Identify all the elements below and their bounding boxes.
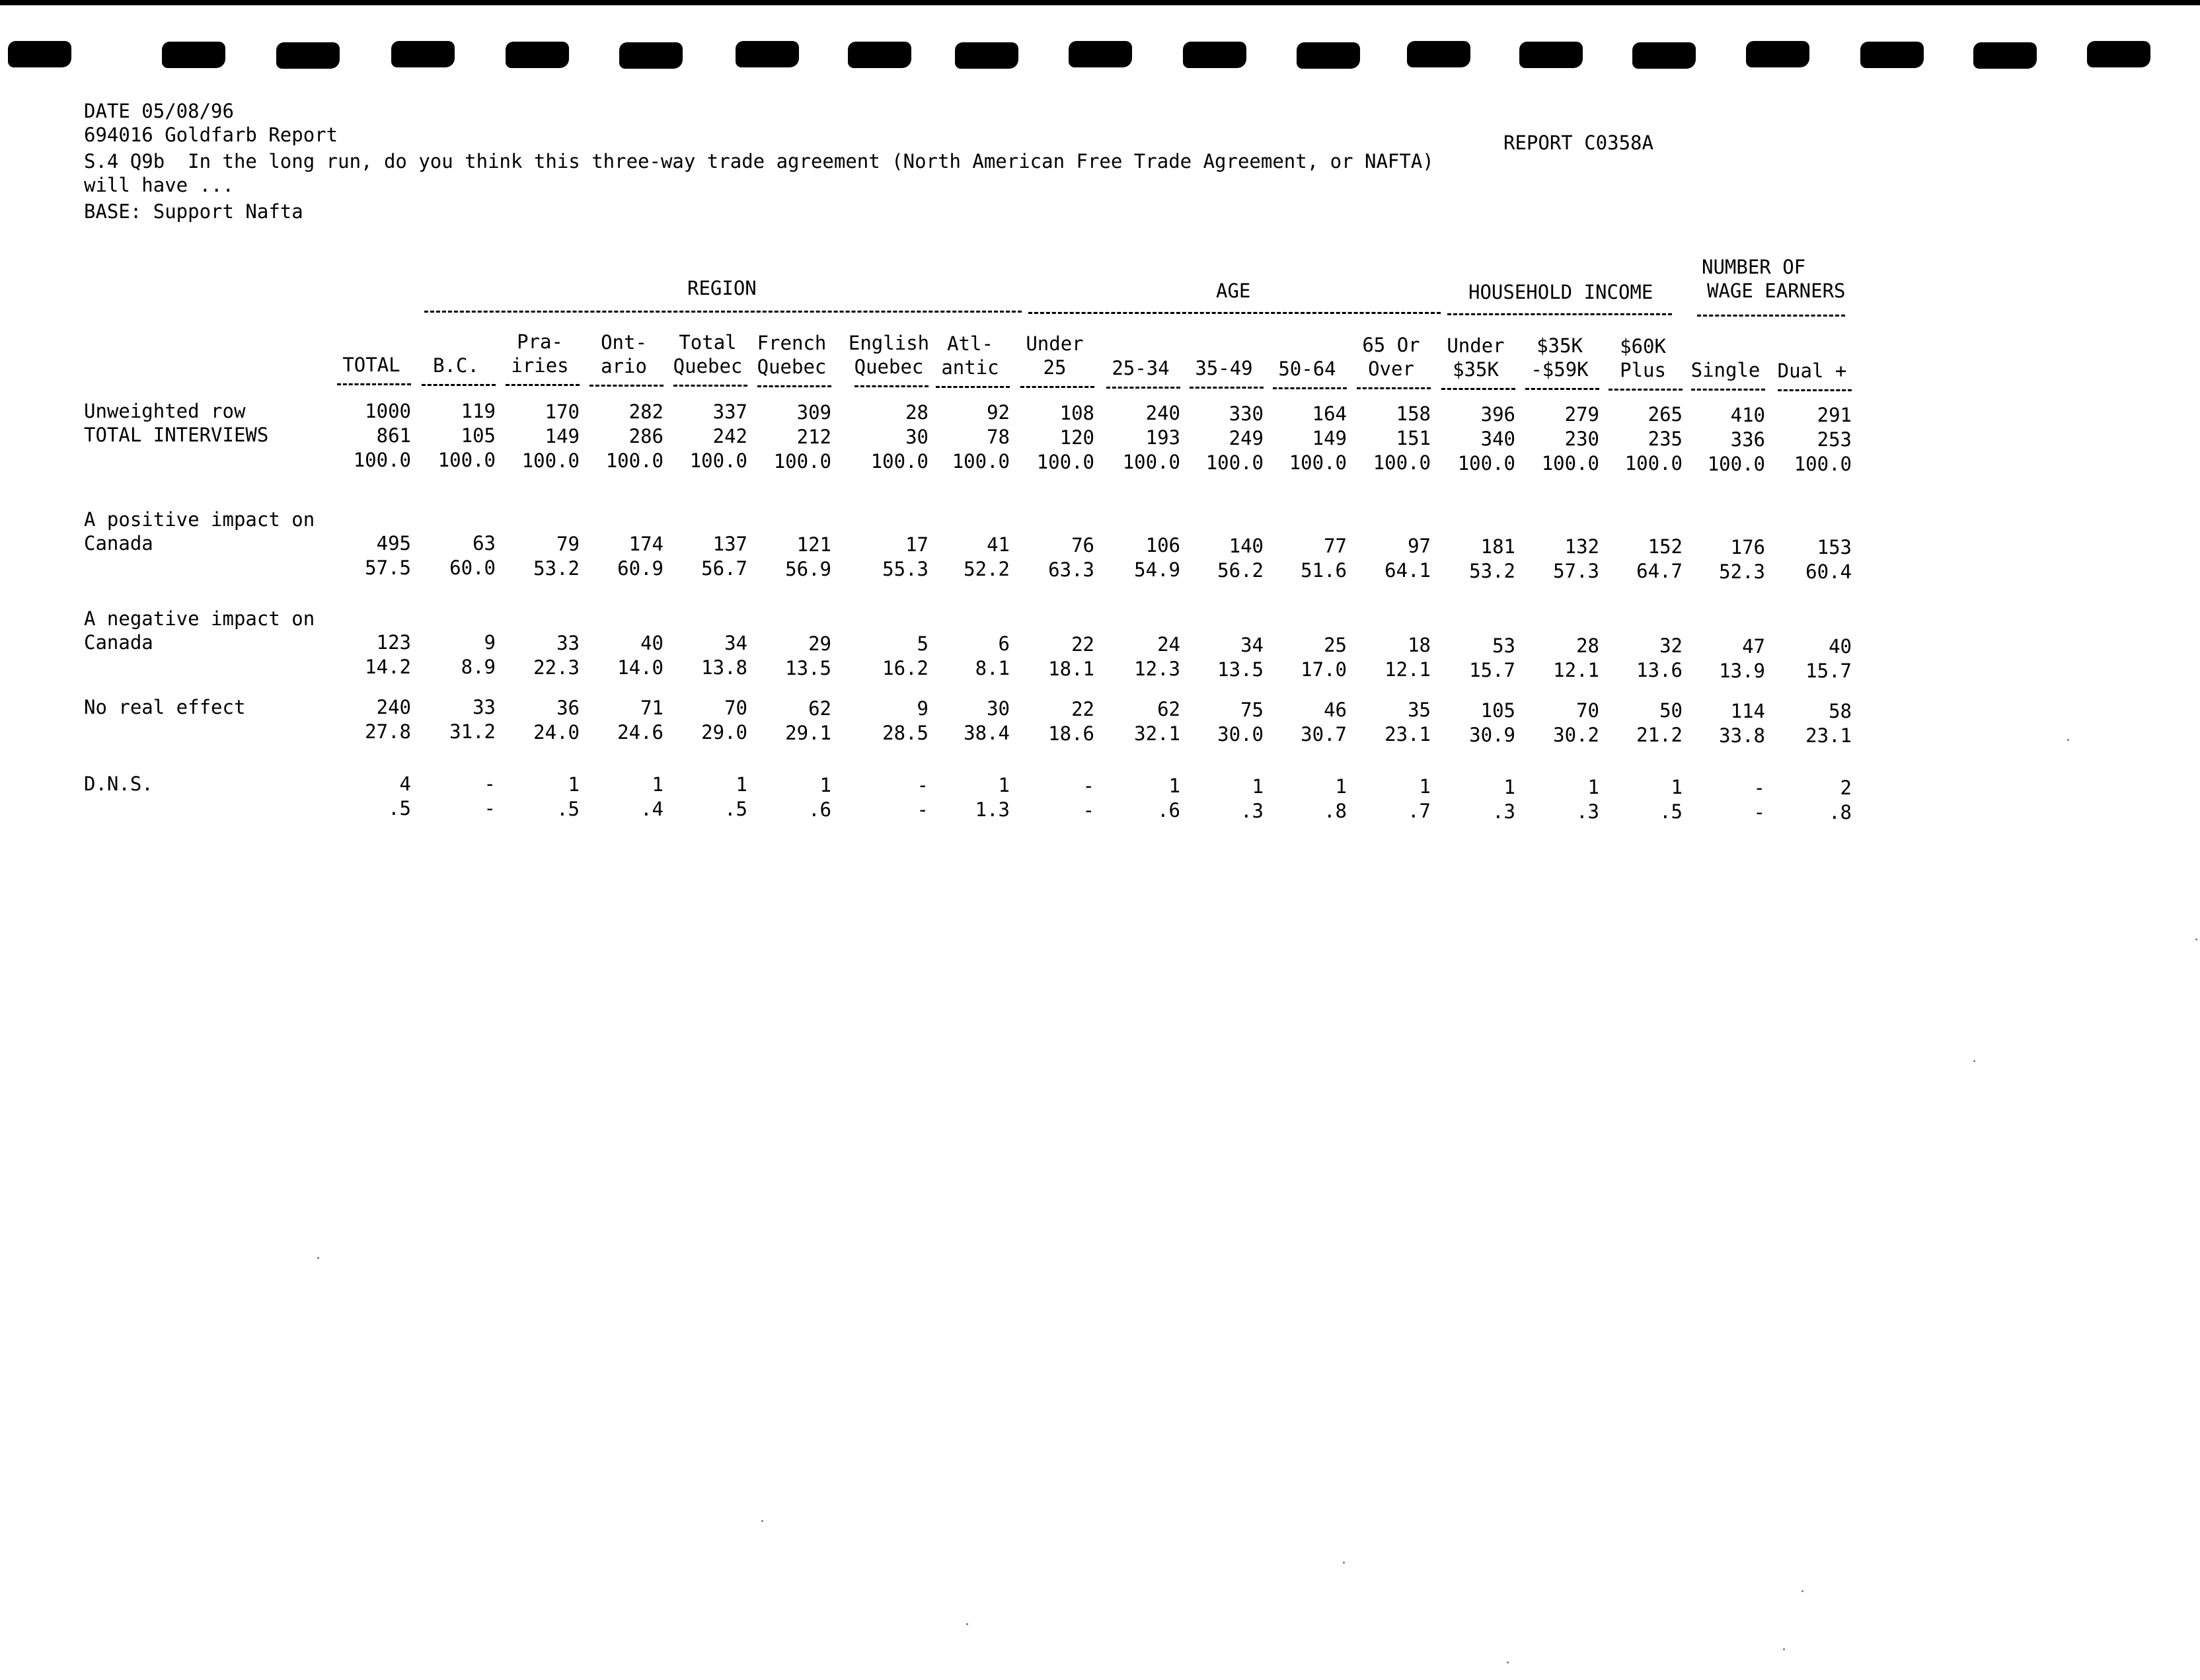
punch-hole: [736, 41, 799, 67]
cell-unweighted-total-interviews-french-quebec: 212: [796, 426, 831, 448]
cell-positive-impact-atlantic: 52.2: [964, 558, 1010, 580]
cell-negative-impact-65-or-over: 12.1: [1384, 658, 1431, 681]
cell-unweighted-total-interviews-65-or-over: 158: [1396, 402, 1431, 425]
cell-negative-impact-65-or-over: 18: [1408, 634, 1431, 656]
cell-no-real-effect-25-34: 32.1: [1134, 722, 1180, 745]
cell-unweighted-total-interviews-atlantic: 100.0: [952, 450, 1010, 473]
scan-speck: [1802, 1590, 1803, 1592]
cell-unweighted-total-interviews-dual-plus: 291: [1817, 404, 1852, 426]
cell-unweighted-total-interviews-total: 1000: [365, 400, 411, 422]
cell-positive-impact-atlantic: 41: [987, 533, 1010, 556]
punch-hole: [1746, 41, 1809, 67]
cell-no-real-effect-total: 240: [376, 696, 411, 718]
cell-dns-ontario: .4: [640, 798, 664, 820]
cell-unweighted-total-interviews-35-49: 330: [1229, 402, 1264, 425]
column-header-underline: [936, 386, 1010, 388]
cell-negative-impact-50-64: 25: [1324, 634, 1347, 656]
cell-unweighted-total-interviews-total-quebec: 242: [712, 425, 747, 447]
cell-unweighted-total-interviews-ontario: 286: [628, 425, 664, 447]
cell-no-real-effect-ontario: 24.6: [617, 721, 664, 744]
cell-positive-impact-prairies: 79: [556, 533, 580, 555]
cell-positive-impact-60k-plus: 64.7: [1636, 560, 1683, 582]
cell-unweighted-total-interviews-dual-plus: 100.0: [1794, 453, 1852, 475]
column-header-25-34: 25-34: [1112, 357, 1170, 379]
cell-no-real-effect-atlantic: 38.4: [964, 722, 1010, 744]
punch-hole: [8, 41, 71, 67]
cell-no-real-effect-65-or-over: 23.1: [1384, 723, 1431, 745]
cell-no-real-effect-english-quebec: 28.5: [882, 722, 929, 744]
column-header-french-quebec: Quebec: [757, 356, 827, 378]
cell-positive-impact-35-49: 56.2: [1217, 559, 1264, 582]
cell-no-real-effect-35-49: 30.0: [1217, 723, 1264, 745]
cell-dns-ontario: 1: [652, 773, 664, 796]
column-header-french-quebec: French: [757, 332, 827, 354]
cell-positive-impact-total-quebec: 137: [712, 533, 747, 555]
group-header-household-income: HOUSEHOLD INCOME: [1468, 281, 1653, 303]
column-header-prairies: Pra-: [517, 330, 563, 353]
cell-unweighted-total-interviews-english-quebec: 28: [905, 401, 929, 424]
cell-positive-impact-60k-plus: 152: [1648, 535, 1683, 558]
group-header-region: REGION: [687, 277, 757, 299]
cell-unweighted-total-interviews-under-35k: 100.0: [1457, 452, 1515, 475]
cell-positive-impact-under-25: 63.3: [1048, 558, 1094, 581]
cell-positive-impact-bc: 60.0: [449, 556, 496, 579]
column-header-underline: [1778, 389, 1852, 391]
cell-positive-impact-english-quebec: 17: [905, 533, 929, 556]
cell-negative-impact-35-49: 34: [1240, 634, 1264, 656]
cell-positive-impact-french-quebec: 121: [796, 533, 831, 556]
column-header-35-49: 35-49: [1195, 357, 1253, 379]
cell-negative-impact-atlantic: 6: [998, 632, 1010, 655]
cell-positive-impact-35k-59k: 57.3: [1553, 560, 1599, 582]
cell-no-real-effect-under-25: 22: [1071, 698, 1094, 720]
column-header-60k-plus: Plus: [1620, 359, 1666, 381]
cell-no-real-effect-english-quebec: 9: [917, 697, 929, 720]
punch-hole: [2087, 41, 2150, 67]
cell-unweighted-total-interviews-bc: 105: [461, 424, 496, 447]
cell-dns-total-quebec: 1: [736, 773, 747, 796]
cell-dns-french-quebec: 1: [819, 774, 831, 796]
scan-speck: [966, 1623, 968, 1625]
cell-no-real-effect-50-64: 46: [1324, 699, 1347, 721]
cell-no-real-effect-prairies: 36: [556, 697, 580, 719]
cell-no-real-effect-french-quebec: 29.1: [785, 722, 831, 744]
row-label-unweighted-total-interviews-line2: TOTAL INTERVIEWS: [84, 424, 269, 446]
cell-negative-impact-single: 13.9: [1719, 660, 1765, 682]
cell-dns-prairies: .5: [556, 798, 580, 820]
group-header-age: AGE: [1216, 280, 1251, 302]
column-header-under-25: Under: [1026, 332, 1084, 355]
column-header-underline: [337, 383, 411, 385]
cell-positive-impact-total: 495: [376, 532, 411, 554]
cell-positive-impact-50-64: 77: [1324, 535, 1347, 557]
cell-unweighted-total-interviews-total: 861: [376, 424, 411, 447]
row-label-negative-impact-line2: Canada: [84, 631, 153, 654]
cell-dns-total: .5: [388, 797, 411, 820]
cell-unweighted-total-interviews-bc: 119: [461, 400, 496, 422]
cell-negative-impact-dual-plus: 15.7: [1805, 660, 1852, 682]
scan-speck: [1507, 1661, 1509, 1663]
column-header-35k-59k: -$59K: [1531, 358, 1589, 381]
cell-unweighted-total-interviews-english-quebec: 100.0: [870, 450, 929, 473]
cell-no-real-effect-dual-plus: 58: [1829, 700, 1852, 722]
punch-hole: [1632, 42, 1696, 69]
report-date: DATE 05/08/96: [84, 100, 234, 122]
column-header-underline: [1441, 388, 1515, 390]
question-text-continued: will have ...: [84, 174, 234, 196]
cell-unweighted-total-interviews-25-34: 100.0: [1122, 451, 1180, 473]
cell-unweighted-total-interviews-prairies: 100.0: [521, 449, 580, 472]
page-top-edge: [0, 0, 2200, 5]
report-title: 694016 Goldfarb Report: [84, 124, 338, 146]
cell-no-real-effect-35-49: 75: [1240, 699, 1264, 721]
column-header-65-or-over: Over: [1368, 358, 1414, 380]
column-header-35k-59k: $35K: [1536, 334, 1583, 357]
cell-positive-impact-bc: 63: [473, 532, 496, 554]
row-label-positive-impact: A positive impact on: [84, 508, 315, 531]
cell-positive-impact-dual-plus: 153: [1817, 536, 1852, 558]
age-group-rule: [1028, 312, 1441, 314]
cell-negative-impact-atlantic: 8.1: [975, 657, 1010, 679]
cell-unweighted-total-interviews-french-quebec: 100.0: [773, 450, 831, 473]
cell-positive-impact-25-34: 54.9: [1134, 558, 1180, 581]
cell-no-real-effect-dual-plus: 23.1: [1805, 724, 1852, 747]
cell-positive-impact-35-49: 140: [1229, 535, 1264, 557]
cell-positive-impact-prairies: 53.2: [533, 557, 580, 580]
cell-no-real-effect-ontario: 71: [640, 697, 664, 719]
cell-unweighted-total-interviews-total-quebec: 337: [712, 401, 747, 423]
cell-negative-impact-35k-59k: 28: [1576, 634, 1599, 657]
cell-unweighted-total-interviews-60k-plus: 265: [1648, 403, 1683, 426]
cell-no-real-effect-under-35k: 105: [1480, 699, 1515, 722]
cell-positive-impact-french-quebec: 56.9: [785, 558, 831, 580]
cell-unweighted-total-interviews-prairies: 170: [545, 401, 580, 423]
cell-unweighted-total-interviews-65-or-over: 151: [1396, 427, 1431, 449]
cell-negative-impact-english-quebec: 16.2: [882, 657, 929, 679]
cell-dns-bc: -: [484, 773, 496, 795]
cell-no-real-effect-60k-plus: 50: [1659, 699, 1683, 722]
cell-unweighted-total-interviews-35k-59k: 279: [1564, 403, 1599, 426]
wage-group-rule: [1697, 315, 1845, 317]
column-header-underline: [673, 385, 747, 387]
cell-unweighted-total-interviews-under-25: 100.0: [1036, 451, 1094, 473]
cell-negative-impact-under-35k: 15.7: [1469, 659, 1515, 681]
cell-positive-impact-under-25: 76: [1071, 534, 1094, 556]
cell-dns-under-35k: .3: [1492, 800, 1515, 823]
column-header-underline: [506, 384, 580, 386]
cell-negative-impact-dual-plus: 40: [1829, 635, 1852, 658]
cell-no-real-effect-65-or-over: 35: [1408, 699, 1431, 721]
row-label-no-real-effect: No real effect: [84, 696, 246, 718]
cell-no-real-effect-total-quebec: 70: [724, 697, 747, 719]
cell-positive-impact-50-64: 51.6: [1301, 559, 1347, 582]
report-code: REPORT C0358A: [1503, 132, 1653, 154]
cell-unweighted-total-interviews-35k-59k: 230: [1564, 428, 1599, 450]
cell-negative-impact-english-quebec: 5: [917, 632, 929, 655]
cell-negative-impact-total: 14.2: [365, 656, 411, 678]
cell-dns-bc: -: [484, 797, 496, 820]
cell-no-real-effect-35k-59k: 30.2: [1553, 724, 1599, 746]
cell-positive-impact-35k-59k: 132: [1564, 535, 1599, 558]
cell-no-real-effect-35k-59k: 70: [1576, 699, 1599, 722]
cell-no-real-effect-50-64: 30.7: [1301, 723, 1347, 745]
cell-dns-50-64: .8: [1324, 800, 1347, 822]
cell-unweighted-total-interviews-65-or-over: 100.0: [1373, 451, 1431, 474]
cell-no-real-effect-bc: 31.2: [449, 720, 496, 743]
column-header-under-35k: Under: [1447, 334, 1505, 357]
cell-negative-impact-ontario: 40: [640, 632, 664, 654]
cell-negative-impact-60k-plus: 32: [1659, 634, 1683, 657]
cell-no-real-effect-total: 27.8: [365, 720, 411, 743]
column-header-prairies: iries: [511, 354, 569, 377]
row-label-unweighted-total-interviews: Unweighted row: [84, 400, 246, 422]
punch-hole: [955, 42, 1018, 69]
cell-dns-total-quebec: .5: [724, 798, 747, 820]
group-header-wage-earners: NUMBER OF: [1702, 256, 1806, 278]
cell-negative-impact-total-quebec: 34: [724, 632, 747, 654]
cell-negative-impact-total-quebec: 13.8: [701, 656, 747, 679]
row-label-positive-impact-line2: Canada: [84, 532, 153, 554]
cell-unweighted-total-interviews-atlantic: 78: [987, 426, 1010, 448]
cell-dns-dual-plus: .8: [1829, 801, 1852, 823]
cell-positive-impact-65-or-over: 64.1: [1384, 559, 1431, 582]
column-header-total: TOTAL: [342, 354, 400, 376]
cell-no-real-effect-single: 114: [1730, 700, 1765, 722]
cell-no-real-effect-60k-plus: 21.2: [1636, 724, 1683, 746]
punch-hole: [1069, 41, 1132, 67]
column-header-underline: [422, 384, 496, 386]
column-header-underline: [1106, 387, 1180, 389]
cell-negative-impact-single: 47: [1742, 635, 1765, 658]
column-header-atlantic: Atl-: [947, 332, 993, 355]
cell-no-real-effect-under-35k: 30.9: [1469, 724, 1515, 746]
scan-speck: [1783, 1648, 1785, 1650]
cell-negative-impact-25-34: 24: [1157, 633, 1180, 656]
cell-unweighted-total-interviews-50-64: 149: [1312, 427, 1347, 449]
cell-no-real-effect-single: 33.8: [1719, 724, 1765, 747]
cell-unweighted-total-interviews-total: 100.0: [353, 449, 411, 471]
cell-positive-impact-total-quebec: 56.7: [701, 557, 747, 580]
cell-dns-english-quebec: -: [917, 774, 929, 796]
cell-unweighted-total-interviews-under-25: 120: [1059, 426, 1094, 449]
punch-hole: [1183, 42, 1246, 68]
column-header-50-64: 50-64: [1278, 358, 1336, 380]
punch-hole: [619, 42, 683, 69]
column-header-ontario: ario: [601, 355, 647, 377]
cell-negative-impact-bc: 8.9: [461, 656, 496, 678]
cell-unweighted-total-interviews-60k-plus: 100.0: [1624, 452, 1683, 475]
cell-dns-under-35k: 1: [1503, 776, 1515, 798]
cell-unweighted-total-interviews-single: 410: [1730, 404, 1765, 426]
cell-positive-impact-total: 57.5: [365, 556, 411, 579]
column-header-total-quebec: Quebec: [673, 355, 743, 377]
cell-dns-35k-59k: 1: [1587, 776, 1599, 798]
cell-positive-impact-under-35k: 181: [1480, 535, 1515, 558]
column-header-underline: [854, 385, 929, 387]
cell-positive-impact-ontario: 60.9: [617, 557, 664, 580]
cell-dns-atlantic: 1.3: [975, 798, 1010, 821]
punch-hole: [1407, 41, 1470, 67]
cell-unweighted-total-interviews-under-35k: 396: [1480, 403, 1515, 426]
cell-unweighted-total-interviews-dual-plus: 253: [1817, 428, 1852, 451]
cell-negative-impact-35k-59k: 12.1: [1553, 659, 1599, 681]
punch-hole: [1519, 42, 1583, 68]
cell-positive-impact-dual-plus: 60.4: [1805, 560, 1852, 583]
cell-negative-impact-bc: 9: [484, 631, 496, 654]
column-header-total-quebec: Total: [679, 331, 737, 354]
column-header-60k-plus: $60K: [1620, 335, 1666, 358]
cell-unweighted-total-interviews-50-64: 164: [1312, 402, 1347, 425]
punch-hole: [1860, 42, 1924, 68]
cell-negative-impact-prairies: 33: [556, 632, 580, 654]
cell-positive-impact-single: 52.3: [1719, 560, 1765, 583]
cell-unweighted-total-interviews-under-35k: 340: [1480, 428, 1515, 450]
cell-negative-impact-35-49: 13.5: [1217, 658, 1264, 681]
cell-unweighted-total-interviews-atlantic: 92: [987, 401, 1010, 424]
cell-unweighted-total-interviews-35-49: 249: [1229, 427, 1264, 449]
column-header-underline: [589, 385, 664, 387]
cell-negative-impact-ontario: 14.0: [617, 656, 664, 679]
cell-dns-prairies: 1: [568, 773, 580, 796]
scan-speck: [1343, 1562, 1345, 1564]
cell-dns-25-34: .6: [1157, 799, 1180, 821]
punch-hole: [276, 42, 340, 69]
column-header-underline: [1525, 388, 1599, 390]
column-header-under-35k: $35K: [1453, 358, 1499, 381]
cell-negative-impact-under-25: 18.1: [1048, 658, 1094, 680]
income-group-rule: [1447, 313, 1672, 315]
cell-unweighted-total-interviews-35k-59k: 100.0: [1541, 452, 1599, 475]
cell-unweighted-total-interviews-single: 100.0: [1707, 453, 1765, 475]
scan-speck: [2195, 938, 2197, 940]
cell-dns-total: 4: [399, 773, 411, 795]
column-header-english-quebec: English: [848, 332, 930, 354]
column-header-underline: [1273, 387, 1347, 389]
cell-dns-under-25: -: [1082, 799, 1094, 821]
cell-unweighted-total-interviews-single: 336: [1730, 428, 1765, 451]
cell-negative-impact-under-35k: 53: [1492, 634, 1515, 657]
column-header-underline: [757, 385, 831, 387]
cell-dns-35-49: 1: [1252, 775, 1264, 798]
cell-unweighted-total-interviews-35-49: 100.0: [1205, 451, 1264, 474]
column-header-underline: [1020, 386, 1094, 388]
cell-dns-french-quebec: .6: [808, 798, 831, 821]
column-header-english-quebec: Quebec: [854, 356, 924, 378]
cell-unweighted-total-interviews-50-64: 100.0: [1289, 451, 1347, 474]
region-group-rule: [424, 311, 1022, 313]
question-text: S.4 Q9b In the long run, do you think this three-way trade agreement (North American Free Trade Agreement, or NAFTA): [84, 150, 1434, 172]
cell-positive-impact-single: 176: [1730, 536, 1765, 558]
cell-no-real-effect-under-25: 18.6: [1048, 722, 1094, 745]
cell-unweighted-total-interviews-25-34: 193: [1145, 426, 1180, 449]
cell-no-real-effect-total-quebec: 29.0: [701, 721, 747, 744]
scan-speck: [317, 1257, 319, 1259]
punch-hole: [1297, 42, 1360, 69]
column-header-underline: [1357, 387, 1431, 389]
scan-speck: [761, 1520, 763, 1522]
punch-hole: [506, 42, 569, 68]
cell-unweighted-total-interviews-english-quebec: 30: [905, 426, 929, 448]
column-header-single: Single: [1690, 359, 1761, 381]
column-header-underline: [1190, 387, 1264, 389]
row-label-negative-impact: A negative impact on: [84, 607, 315, 630]
cell-dns-60k-plus: 1: [1671, 776, 1683, 798]
cell-dns-single: -: [1753, 777, 1765, 799]
cell-negative-impact-total: 123: [376, 631, 411, 654]
punch-hole: [1973, 42, 2037, 69]
cell-dns-dual-plus: 2: [1840, 777, 1852, 799]
cell-positive-impact-25-34: 106: [1145, 534, 1180, 556]
cell-dns-65-or-over: .7: [1408, 800, 1431, 822]
cell-dns-under-25: -: [1082, 775, 1094, 797]
punch-hole: [162, 42, 225, 68]
cell-dns-single: -: [1753, 801, 1765, 823]
column-header-atlantic: antic: [941, 356, 999, 379]
cell-positive-impact-under-35k: 53.2: [1469, 560, 1515, 582]
cell-negative-impact-french-quebec: 13.5: [785, 657, 831, 679]
cell-unweighted-total-interviews-bc: 100.0: [437, 449, 496, 471]
cell-negative-impact-prairies: 22.3: [533, 656, 580, 679]
column-header-underline: [1609, 389, 1683, 391]
cell-no-real-effect-25-34: 62: [1157, 698, 1180, 720]
cell-positive-impact-ontario: 174: [628, 533, 664, 555]
cell-unweighted-total-interviews-60k-plus: 235: [1648, 428, 1683, 450]
column-header-dual-plus: Dual +: [1777, 360, 1847, 382]
cell-positive-impact-65-or-over: 97: [1408, 535, 1431, 557]
cell-positive-impact-english-quebec: 55.3: [882, 558, 929, 580]
column-header-bc: B.C.: [433, 354, 479, 377]
cell-unweighted-total-interviews-25-34: 240: [1145, 402, 1180, 424]
column-header-ontario: Ont-: [601, 331, 647, 354]
column-header-underline: [1691, 389, 1765, 391]
scan-speck: [1973, 1060, 1975, 1062]
cell-dns-english-quebec: -: [917, 798, 929, 821]
cell-unweighted-total-interviews-french-quebec: 309: [796, 401, 831, 424]
cell-negative-impact-under-25: 22: [1071, 633, 1094, 656]
cell-dns-50-64: 1: [1335, 775, 1347, 798]
cell-dns-35-49: .3: [1240, 800, 1264, 822]
cell-no-real-effect-prairies: 24.0: [533, 721, 580, 744]
cell-dns-60k-plus: .5: [1659, 800, 1683, 823]
cell-negative-impact-60k-plus: 13.6: [1636, 659, 1683, 681]
cell-dns-35k-59k: .3: [1576, 800, 1599, 823]
cell-no-real-effect-bc: 33: [473, 696, 496, 718]
row-label-dns: D.N.S.: [84, 773, 153, 795]
cell-unweighted-total-interviews-under-25: 108: [1059, 402, 1094, 424]
cell-negative-impact-25-34: 12.3: [1134, 658, 1180, 680]
scan-speck: [2067, 739, 2069, 741]
group-header-wage-earners-line2: WAGE EARNERS: [1707, 280, 1846, 302]
column-header-65-or-over: 65 Or: [1362, 334, 1420, 356]
cell-unweighted-total-interviews-ontario: 100.0: [605, 449, 664, 472]
cell-no-real-effect-french-quebec: 62: [808, 697, 831, 720]
cell-unweighted-total-interviews-prairies: 149: [545, 425, 580, 447]
cell-no-real-effect-atlantic: 30: [987, 697, 1010, 720]
cell-dns-atlantic: 1: [998, 774, 1010, 796]
base-text: BASE: Support Nafta: [84, 200, 303, 223]
cell-unweighted-total-interviews-total-quebec: 100.0: [689, 449, 747, 472]
cell-negative-impact-50-64: 17.0: [1301, 658, 1347, 681]
punch-hole: [848, 42, 911, 68]
cell-dns-25-34: 1: [1168, 775, 1180, 797]
punch-hole: [391, 41, 455, 67]
cell-unweighted-total-interviews-ontario: 282: [628, 401, 664, 423]
column-header-under-25: 25: [1043, 356, 1067, 379]
cell-negative-impact-french-quebec: 29: [808, 632, 831, 655]
cell-dns-65-or-over: 1: [1419, 775, 1431, 798]
